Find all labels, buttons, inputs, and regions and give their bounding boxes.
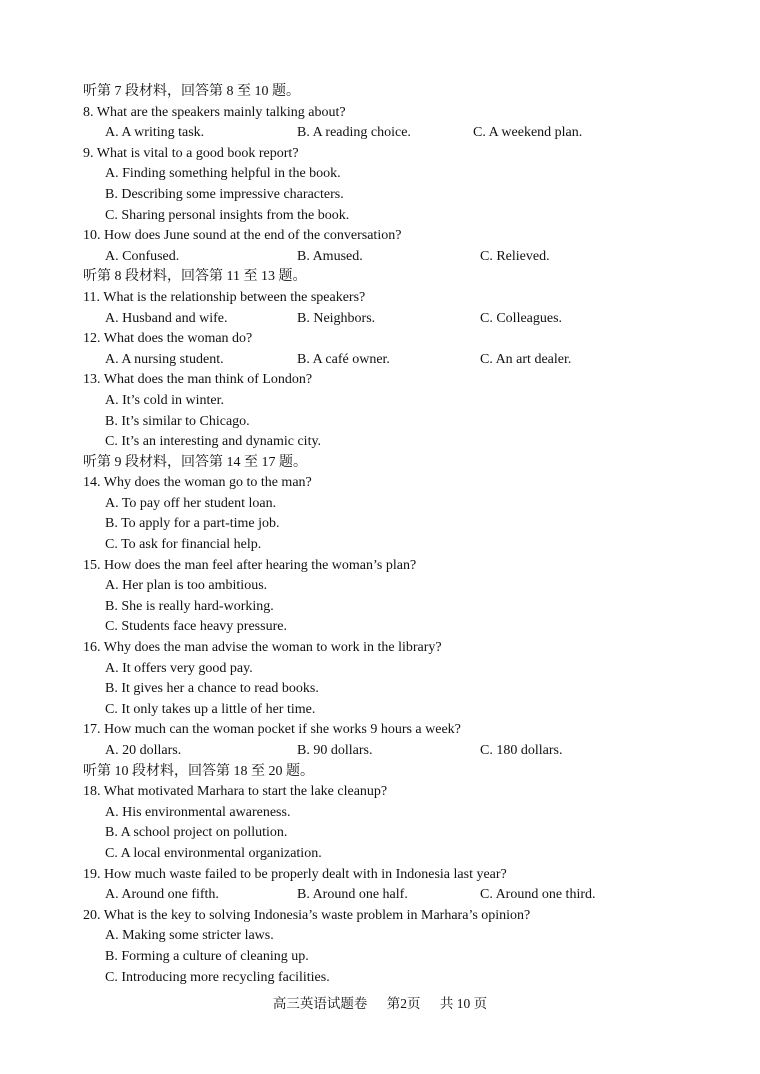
question-list: [83, 82, 703, 988]
answer-option: A. Around one fifth.: [105, 887, 219, 903]
section-header: 听第 8 段材料，回答第 11 至 13 题。: [83, 269, 307, 285]
answer-option: B. She is really hard-working.: [105, 598, 274, 614]
option-row: [83, 741, 703, 762]
answer-option: C. It’s an interesting and dynamic city.: [105, 434, 322, 450]
answer-option: C. It only takes up a little of her time.: [105, 701, 316, 717]
answer-option: C. Around one third.: [480, 887, 596, 903]
answer-option: A. Confused.: [105, 248, 180, 264]
question-stem: 17. How much can the woman pocket if she works 9 hours a week?: [83, 722, 461, 738]
question-stem: 20. What is the key to solving Indonesia’s waste problem in Marhara’s opinion?: [83, 907, 531, 923]
answer-option: B. It gives her a chance to read books.: [105, 681, 319, 697]
answer-option: B. Neighbors.: [297, 310, 376, 326]
question-stem: 11. What is the relationship between the speakers?: [83, 289, 366, 305]
answer-option: C. A weekend plan.: [473, 125, 583, 141]
answer-option: B. A reading choice.: [297, 125, 411, 141]
answer-option: C. Students face heavy pressure.: [105, 619, 287, 635]
option-row: [83, 247, 703, 268]
question-stem: 9. What is vital to a good book report?: [83, 145, 299, 161]
option-row: [83, 123, 703, 144]
answer-option: B. It’s similar to Chicago.: [105, 413, 250, 429]
question-stem: 8. What are the speakers mainly talking about?: [83, 104, 346, 120]
answer-option: A. Making some stricter laws.: [105, 928, 274, 944]
question-stem: 15. How does the man feel after hearing the woman’s plan?: [83, 557, 417, 573]
answer-option: B. Amused.: [297, 248, 363, 264]
answer-option: A. It’s cold in winter.: [105, 392, 224, 408]
answer-option: C. To ask for financial help.: [105, 537, 262, 553]
answer-option: B. 90 dollars.: [297, 743, 373, 758]
answer-option: A. A writing task.: [105, 125, 205, 141]
answer-option: A. To pay off her student loan.: [105, 495, 277, 511]
page-footer: [0, 994, 760, 1014]
answer-option: A. 20 dollars.: [105, 743, 182, 758]
answer-option: B. Describing some impressive characters.: [105, 186, 344, 202]
answer-option: A. Husband and wife.: [105, 310, 228, 326]
question-stem: 16. Why does the man advise the woman to work in the library?: [83, 640, 442, 656]
answer-option: C. Introducing more recycling facilities.: [105, 969, 330, 985]
footer-exam-title: 高三英语试题卷: [272, 996, 368, 1011]
question-stem: 18. What motivated Marhara to start the lake cleanup?: [83, 784, 388, 800]
answer-option: B. Around one half.: [297, 887, 408, 903]
answer-option: C. A local environmental organization.: [105, 845, 322, 861]
answer-option: A. Finding something helpful in the book.: [105, 166, 341, 182]
section-header: 听第 9 段材料，回答第 14 至 17 题。: [83, 454, 307, 470]
answer-option: C. 180 dollars.: [480, 743, 563, 758]
answer-option: A. Her plan is too ambitious.: [105, 578, 268, 594]
answer-option: B. A school project on pollution.: [105, 825, 288, 841]
footer-total-pages: 共 10 页: [439, 996, 488, 1011]
question-stem: 14. Why does the woman go to the man?: [83, 475, 312, 491]
answer-option: C. An art dealer.: [480, 351, 572, 367]
footer-page-number: 第2页: [386, 996, 421, 1011]
question-stem: 10. How does June sound at the end of the conversation?: [83, 228, 402, 244]
option-row: [83, 885, 703, 906]
answer-option: B. To apply for a part-time job.: [105, 516, 280, 532]
answer-option: A. His environmental awareness.: [105, 804, 291, 820]
option-row: [83, 309, 703, 330]
question-stem: 12. What does the woman do?: [83, 331, 253, 347]
question-stem: 13. What does the man think of London?: [83, 372, 313, 388]
option-row: [83, 350, 703, 371]
section-header: 听第 7 段材料，回答第 8 至 10 题。: [83, 84, 300, 99]
answer-option: B. Forming a culture of cleaning up.: [105, 948, 309, 964]
answer-option: B. A café owner.: [297, 351, 390, 367]
answer-option: C. Relieved.: [480, 248, 550, 264]
section-header: 听第 10 段材料，回答第 18 至 20 题。: [83, 763, 314, 779]
answer-option: C. Colleagues.: [480, 310, 563, 326]
answer-option: C. Sharing personal insights from the book.: [105, 207, 350, 223]
question-stem: 19. How much waste failed to be properly dealt with in Indonesia last year?: [83, 866, 507, 882]
answer-option: A. A nursing student.: [105, 351, 224, 367]
answer-option: A. It offers very good pay.: [105, 660, 253, 676]
